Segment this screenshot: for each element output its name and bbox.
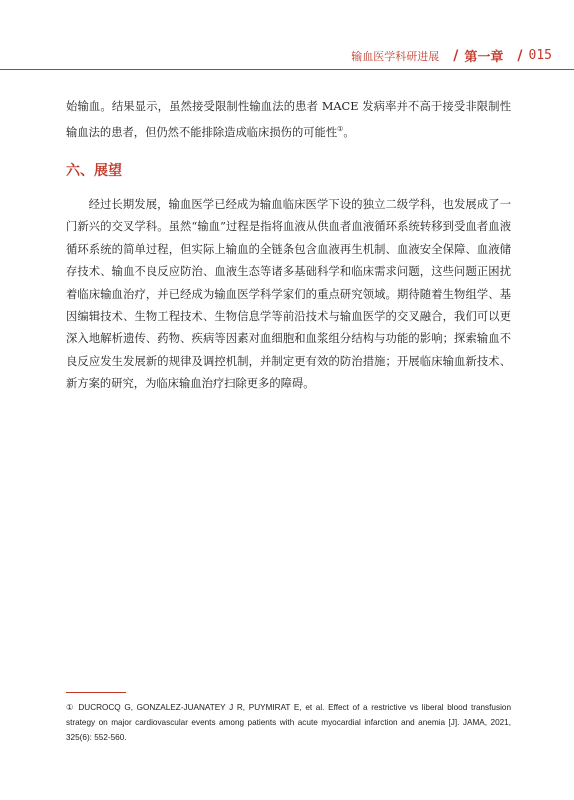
footnote-rule	[66, 692, 126, 693]
header-separator: /	[453, 47, 459, 64]
header-text	[351, 46, 552, 65]
body-paragraph-2: 经过长期发展，输血医学已经成为输血临床医学下设的独立二级学科，也发展成了一门新兴的交叉学科。虽然“输血”过程是指将血液从供血者血液循环系统转移到受血者血液循环系统的简单过程，但实际上输血的全链条包含血液再生机制、血液安全保障、血液储存技术、输血不良反应防治、血液生态等诸多基础科学和临床需求问题，这些问题正困扰着临床输血治疗，并已经成为输血医学科学家们的重点研究领域。期待随着生物组学、基因编辑技术、生物工程技术、生物信息学等前沿技术与输血医学的交叉融合，我们可以更深入地解析遗传、药物、疾病等因素对血细胞和血浆组分结构与功能的影响；探索输血不良反应发生发展新的规律及调控机制，并制定更有效的防治措施；开展临床输血新技术、新方案的研究，为临床输血治疗扫除更多的障碍。	[66, 198, 511, 391]
header-separator: /	[517, 47, 523, 64]
section-heading: 六、展望	[66, 163, 122, 179]
page-number: 015	[528, 48, 552, 63]
body-paragraph-1	[66, 96, 511, 145]
footnote: ① DUCROCQ G, GONZALEZ-JUANATEY J R, PUYMIRAT E, et al. Effect of a restrictive vs liberal blood transfusion strategy on major cardiovascular events among patients with acute myocardial infarction and anemia [J]. JAMA, 2021, 325(6): 552-560.	[66, 703, 511, 742]
running-header	[0, 42, 574, 70]
footnote-reference[interactable]: ①	[337, 125, 344, 134]
para1-text: 始输血。结果显示，虽然接受限制性输血法的患者 MACE 发病率并不高于接受非限制性输血法的患者，但仍然不能排除造成临床损伤的可能性	[66, 100, 511, 140]
header-book-title: 输血医学科研进展	[351, 49, 440, 63]
header-chapter: 第一章	[464, 50, 504, 65]
para1-end: 。	[343, 126, 355, 140]
header-rule	[0, 69, 574, 70]
